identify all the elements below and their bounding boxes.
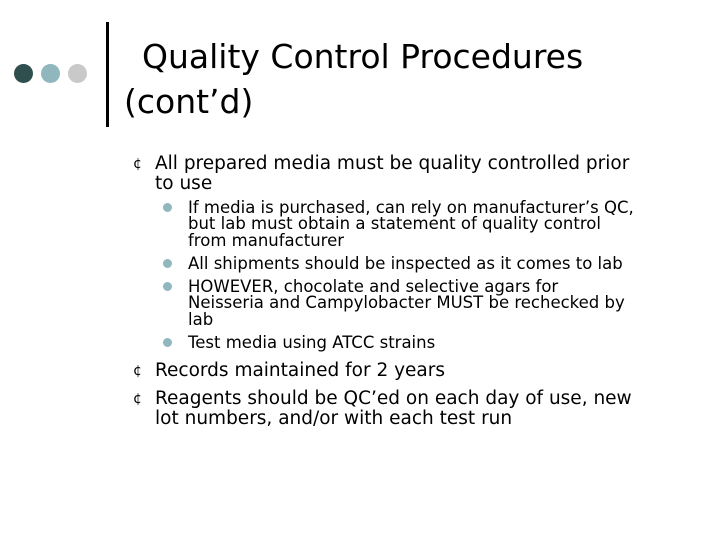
sub-bullet-line: If media is purchased, can rely on manufacturer’s QC, [188,198,634,217]
bullet-text [133,389,693,429]
bullet-line: Reagents should be QC’ed on each day of use, new [155,388,632,410]
bullet-icon: ¢ [133,391,142,408]
sub-bullet-line: Neisseria and Campylobacter MUST be rechecked by [188,293,625,313]
bullet-line: lot numbers, and/or with each test run [155,408,513,430]
slide-title [124,34,684,124]
sub-bullet-icon [163,259,172,268]
gray-dot-icon [68,64,87,83]
sub-bullet-list [133,200,693,351]
decorative-dots [14,64,94,84]
sub-bullet-line: HOWEVER, chocolate and selective agars for [188,277,559,297]
dark-dot-icon [14,64,33,83]
sub-bullet-line: All shipments should be inspected as it comes to lab [188,253,623,273]
bullet-text [133,361,693,381]
title-line-1: Quality Control Procedures [142,37,584,76]
sub-bullet-item [155,335,693,351]
sub-bullet-icon [163,338,172,347]
sub-bullet-line: but lab must obtain a statement of quality control [188,214,601,234]
sub-bullet-line: lab [188,309,214,329]
bullet-icon: ¢ [133,363,142,380]
slide-body [133,154,693,429]
title-divider [106,22,109,127]
title-line-2: (cont’d) [124,82,254,121]
bullet-line: Records maintained for 2 years [155,360,446,382]
bullet-icon: ¢ [133,156,142,172]
sub-bullet-icon [163,282,172,291]
bullet-line: to use [155,173,213,194]
bullet-text [133,154,693,194]
sub-bullet-line: Test media using ATCC strains [188,333,436,353]
sub-bullet-item [155,279,693,328]
sub-bullet-item [155,200,693,249]
bullet-item [133,154,693,351]
teal-dot-icon [41,64,60,83]
bullet-line: All prepared media must be quality controlled prior [155,153,630,174]
sub-bullet-icon [163,203,172,212]
sub-bullet-item [155,253,693,273]
sub-bullet-line: from manufacturer [188,230,345,250]
